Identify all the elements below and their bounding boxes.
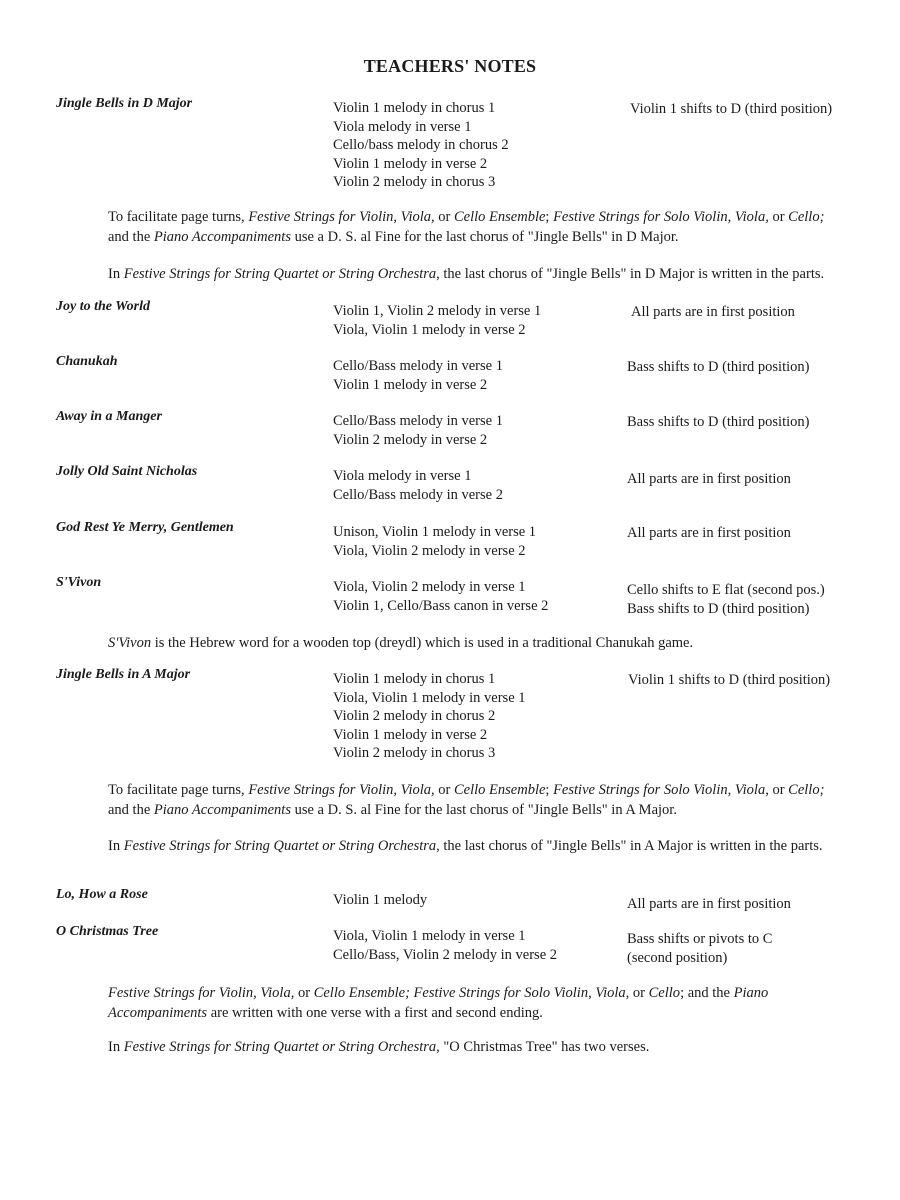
book-title: Festive Strings for String Quartet or String Orchestra <box>123 838 437 854</box>
position-line: Bass shifts to D (third position) <box>627 359 810 375</box>
book-title: Cello Ensemble; Festive Strings for Solo Violin, Viola, <box>313 985 633 1001</box>
song-title: O Christmas Tree <box>56 924 159 939</box>
note-text: or <box>772 209 789 225</box>
position-note <box>630 100 895 119</box>
song-title-inline: S'Vivon <box>108 635 152 651</box>
song-title: Away in a Manger <box>56 409 162 424</box>
melody-parts <box>333 302 618 339</box>
note-text: and the <box>108 802 154 818</box>
melody-parts <box>333 927 618 964</box>
part-line: Violin 1 melody in verse 2 <box>333 155 488 172</box>
melody-parts <box>333 891 618 910</box>
book-title: Festive Strings for Solo Violin, Viola, <box>553 209 773 225</box>
part-line: Violin 1 melody in chorus 1 <box>333 671 496 687</box>
part-line: Cello/Bass, Violin 2 melody in verse 2 <box>333 946 557 963</box>
note-text: is the Hebrew word for a wooden top (dreydl) which is used in a traditional Chanukah game. <box>151 635 694 651</box>
note-jingle-bells-a-page-turns <box>108 780 848 820</box>
part-line: Viola, Violin 1 melody in verse 2 <box>333 321 526 338</box>
note-text: or <box>438 209 454 225</box>
book-title: Festive Strings for Violin, Viola, <box>108 985 298 1001</box>
book-title: Piano Accompaniments <box>153 802 291 818</box>
note-text: ; and the <box>680 985 734 1001</box>
position-note <box>627 581 892 618</box>
position-note <box>627 930 892 967</box>
part-line: Viola melody in verse 1 <box>333 118 472 135</box>
part-line: Cello/Bass melody in verse 1 <box>333 413 503 429</box>
part-line: Violin 1 melody in verse 2 <box>333 376 488 393</box>
part-line: Violin 2 melody in chorus 2 <box>333 708 496 724</box>
book-title: Cello; <box>788 782 825 798</box>
book-title: Cello Ensemble <box>454 209 546 225</box>
melody-parts <box>333 99 618 192</box>
note-text: use a D. S. al Fine for the last chorus of "Jingle Bells" in A Major. <box>290 802 677 818</box>
book-title: Festive Strings for String Quartet or String Orchestra <box>123 266 437 282</box>
melody-parts <box>333 523 618 560</box>
note-text: In <box>108 838 124 854</box>
note-svivon-meaning <box>108 633 848 653</box>
song-title: Joy to the World <box>56 299 150 314</box>
position-note <box>627 895 892 914</box>
note-text: To facilitate page turns, <box>108 209 249 225</box>
part-line: Viola, Violin 1 melody in verse 1 <box>333 928 526 944</box>
position-note <box>627 524 892 543</box>
melody-parts <box>333 578 618 615</box>
position-note <box>627 358 892 377</box>
position-line: (second position) <box>627 949 728 966</box>
position-line: All parts are in first position <box>627 525 791 541</box>
book-title: Festive Strings for Violin, Viola, <box>248 782 439 798</box>
position-line: All parts are in first position <box>627 471 791 487</box>
position-note <box>631 303 896 322</box>
note-o-christmas-tree-endings <box>108 983 848 1023</box>
note-text: use a D. S. al Fine for the last chorus of "Jingle Bells" in D Major. <box>290 229 679 245</box>
melody-parts <box>333 670 618 763</box>
book-title: Cello Ensemble <box>454 782 546 798</box>
book-title: Festive Strings for String Quartet or String Orchestra <box>123 1039 437 1055</box>
note-text: or <box>438 782 454 798</box>
note-text: In <box>108 266 124 282</box>
book-title: Festive Strings for Solo Violin, Viola, <box>553 782 773 798</box>
note-text: , the last chorus of "Jingle Bells" in A Major is written in the parts. <box>436 838 823 854</box>
note-text: are written with one verse with a first and second ending. <box>207 1005 543 1021</box>
book-title: Piano Accompaniments <box>108 985 769 1021</box>
melody-parts <box>333 467 618 504</box>
note-text: or <box>297 985 314 1001</box>
part-line: Violin 1 melody in chorus 1 <box>333 100 496 116</box>
part-line: Cello/bass melody in chorus 2 <box>333 137 509 153</box>
note-text: or <box>632 985 649 1001</box>
book-title: Cello <box>648 985 681 1001</box>
part-line: Violin 1, Cello/Bass canon in verse 2 <box>333 597 549 614</box>
part-line: Violin 2 melody in chorus 3 <box>333 745 496 761</box>
note-text: ; <box>545 782 554 798</box>
position-line: Violin 1 shifts to D (third position) <box>630 101 833 117</box>
song-title: Jolly Old Saint Nicholas <box>56 464 198 479</box>
note-text: , the last chorus of "Jingle Bells" in D Major is written in the parts. <box>436 266 825 282</box>
position-note <box>628 671 893 690</box>
part-line: Violin 1 melody in verse 2 <box>333 726 488 743</box>
book-title: Festive Strings for Violin, Viola, <box>248 209 439 225</box>
part-line: Viola melody in verse 1 <box>333 468 472 484</box>
song-title: God Rest Ye Merry, Gentlemen <box>56 520 234 535</box>
position-line: All parts are in first position <box>631 304 795 320</box>
melody-parts <box>333 357 618 394</box>
note-jingle-bells-a-quartet <box>108 836 848 856</box>
note-o-christmas-tree-verses <box>108 1037 848 1057</box>
part-line: Violin 1, Violin 2 melody in verse 1 <box>333 303 542 319</box>
note-text: , "O Christmas Tree" has two verses. <box>436 1039 650 1055</box>
note-text: or <box>772 782 789 798</box>
position-note <box>627 470 892 489</box>
position-line: Bass shifts to D (third position) <box>627 414 810 430</box>
part-line: Violin 2 melody in verse 2 <box>333 431 488 448</box>
note-text: To facilitate page turns, <box>108 782 249 798</box>
part-line: Violin 1 melody <box>333 892 428 908</box>
note-jingle-bells-d-page-turns <box>108 207 848 247</box>
part-line: Viola, Violin 2 melody in verse 2 <box>333 542 526 559</box>
song-title: Jingle Bells in D Major <box>56 96 193 111</box>
part-line: Unison, Violin 1 melody in verse 1 <box>333 524 537 540</box>
position-line: All parts are in first position <box>627 896 791 912</box>
position-line: Bass shifts or pivots to C <box>627 931 773 947</box>
book-title: Cello; <box>788 209 825 225</box>
note-text: and the <box>108 229 154 245</box>
position-line: Bass shifts to D (third position) <box>627 600 810 617</box>
book-title: Piano Accompaniments <box>153 229 291 245</box>
part-line: Viola, Violin 2 melody in verse 1 <box>333 579 526 595</box>
position-line: Cello shifts to E flat (second pos.) <box>627 582 825 598</box>
note-text: ; <box>545 209 554 225</box>
page-title: TEACHERS' NOTES <box>363 56 537 76</box>
position-line: Violin 1 shifts to D (third position) <box>628 672 831 688</box>
part-line: Cello/Bass melody in verse 2 <box>333 486 503 503</box>
note-jingle-bells-d-quartet <box>108 264 848 284</box>
melody-parts <box>333 412 618 449</box>
part-line: Cello/Bass melody in verse 1 <box>333 358 503 374</box>
position-note <box>627 413 892 432</box>
note-text: In <box>108 1039 124 1055</box>
song-title: Jingle Bells in A Major <box>56 667 191 682</box>
part-line: Viola, Violin 1 melody in verse 1 <box>333 689 526 706</box>
song-title: S'Vivon <box>56 575 102 590</box>
part-line: Violin 2 melody in chorus 3 <box>333 174 496 190</box>
song-title: Lo, How a Rose <box>56 887 148 902</box>
song-title: Chanukah <box>56 354 118 369</box>
